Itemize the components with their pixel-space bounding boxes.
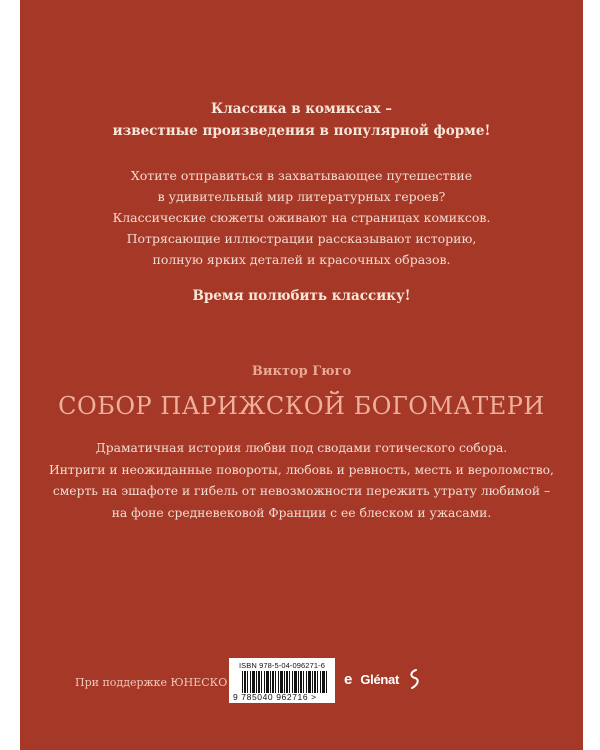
intro-line: Потрясающие иллюстрации рассказывают историю, bbox=[126, 231, 477, 246]
description-line: Драматичная история любви под сводами готического собора. bbox=[95, 441, 508, 455]
publisher-logos bbox=[344, 668, 421, 690]
tagline-line: Классика в комиксах – bbox=[211, 101, 392, 117]
description-line: на фоне средневековой Франции с ее блеском и ужасами. bbox=[111, 505, 492, 520]
intro-line: полную ярких деталей и красочных образов. bbox=[152, 252, 451, 267]
tagline-line: известные произведения в популярной форме! bbox=[112, 123, 491, 139]
unesco-support-text: При поддержке ЮНЕСКО bbox=[75, 676, 228, 689]
book-title: СОБОР ПАРИЖСКОЙ БОГОМАТЕРИ bbox=[58, 392, 545, 420]
series-tagline bbox=[20, 98, 583, 142]
isbn-label: ISBN 978-5-04-096271-6 bbox=[238, 661, 325, 670]
book-description bbox=[20, 438, 583, 524]
swirl-logo-icon bbox=[407, 669, 421, 689]
barcode-digits: 9 785040 962716 > bbox=[233, 692, 317, 702]
intro-line: Классические сюжеты оживают на страницах комиксов. bbox=[112, 210, 491, 225]
barcode-bars-icon bbox=[242, 671, 327, 693]
description-line: смерть на эшафоте и гибель от невозможности пережить утрату любимой – bbox=[52, 484, 551, 498]
glenat-logo: Glénat bbox=[360, 671, 399, 687]
eksmo-e-logo-icon: e bbox=[344, 670, 353, 688]
isbn-barcode bbox=[229, 658, 335, 703]
intro-line: Хотите отправиться в захватывающее путешествие bbox=[130, 168, 473, 183]
series-intro bbox=[20, 165, 583, 270]
call-to-action: Время полюбить классику! bbox=[192, 288, 411, 304]
book-back-cover bbox=[20, 0, 583, 750]
description-line: Интриги и неожиданные повороты, любовь и ревность, месть и вероломство, bbox=[49, 462, 554, 477]
intro-line: в удивительный мир литературных героев? bbox=[157, 189, 446, 204]
book-author: Виктор Гюго bbox=[251, 364, 352, 379]
